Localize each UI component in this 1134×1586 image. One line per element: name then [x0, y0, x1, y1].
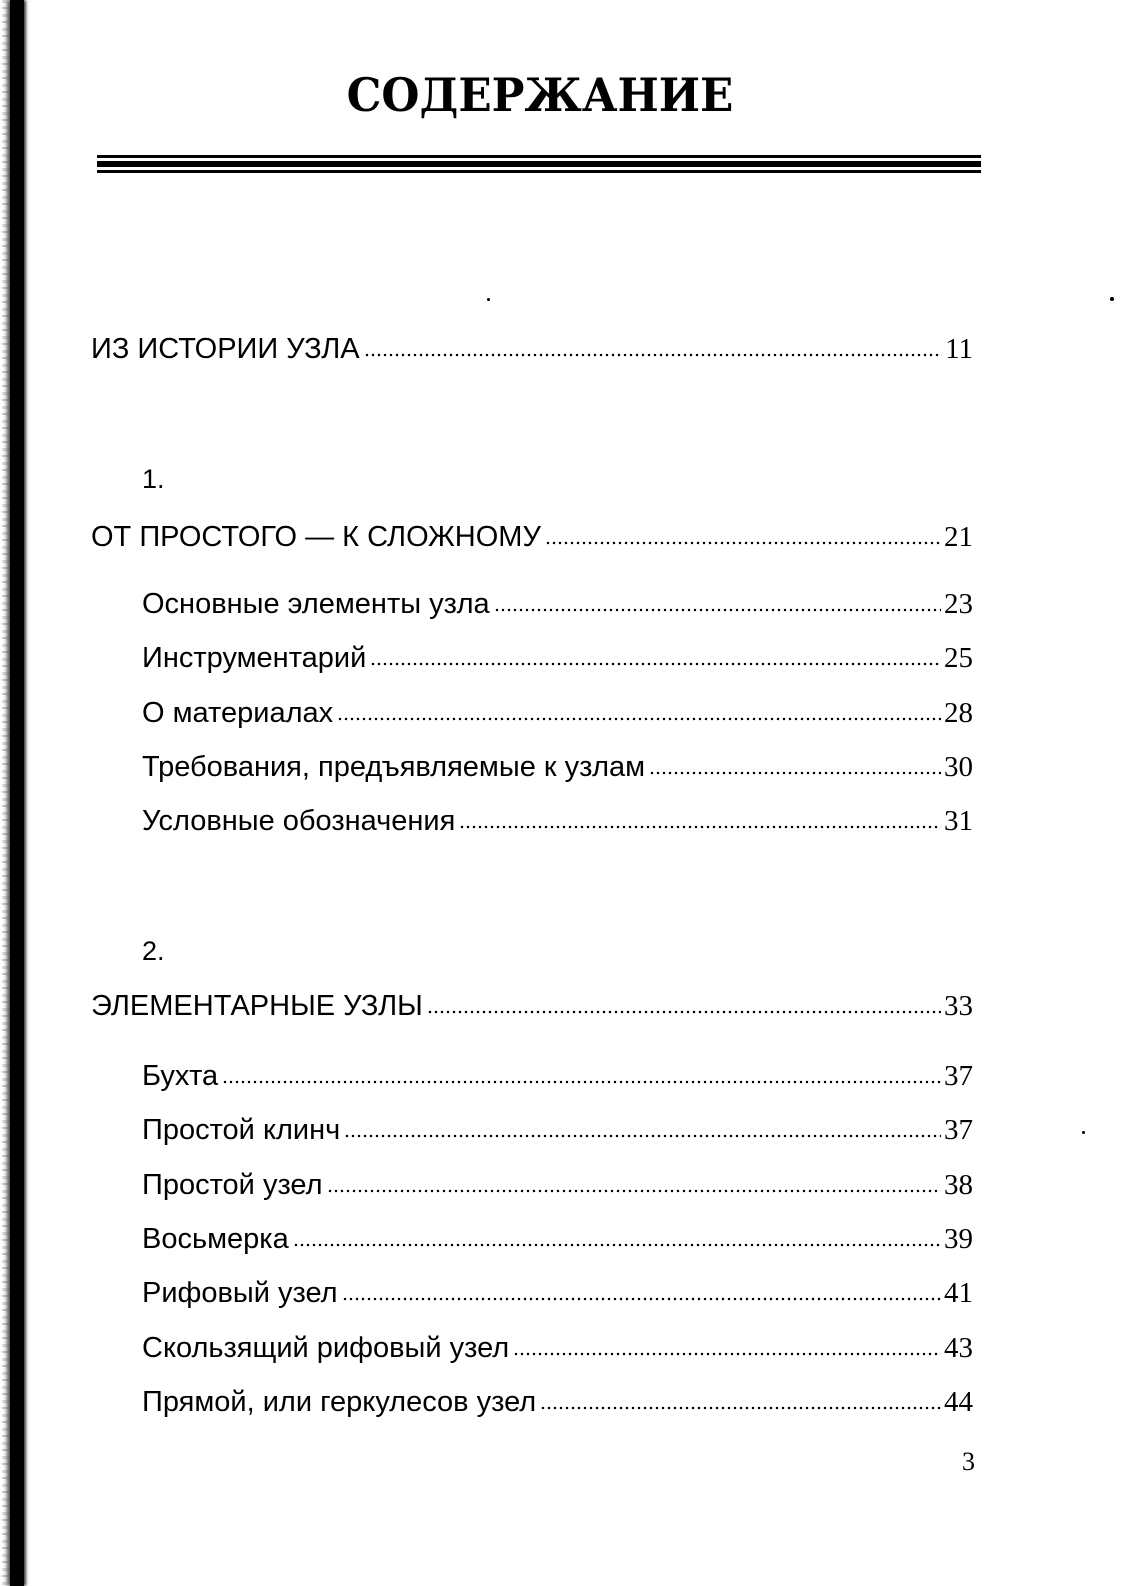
- toc-entry-label: Простой узел: [142, 1169, 323, 1201]
- toc-entry-label: Инструментарий: [142, 642, 367, 674]
- dot-leader: [337, 714, 941, 722]
- page-number: 3: [962, 1447, 975, 1476]
- dot-leader: [370, 659, 941, 667]
- toc-entry-page: 28: [944, 697, 973, 729]
- dot-leader: [649, 768, 941, 776]
- toc-entry-page: 31: [944, 805, 973, 837]
- toc-entry-section: [142, 1330, 973, 1366]
- toc-entry-section: [142, 695, 973, 731]
- toc-entry-label: Рифовый узел: [142, 1277, 338, 1309]
- title-rule-middle: [97, 161, 981, 167]
- toc-entry-section: [142, 803, 973, 839]
- toc-entry-section: [142, 1275, 973, 1311]
- toc-entry-page: 37: [944, 1060, 973, 1092]
- toc-entry-label: Основные элементы узла: [142, 588, 490, 620]
- toc-entry-label: Восьмерка: [142, 1223, 289, 1255]
- toc-entry-page: 11: [945, 333, 973, 365]
- dot-leader: [545, 538, 941, 546]
- toc-entry-label: Требования, предъявляемые к узлам: [142, 751, 646, 783]
- dot-leader: [427, 1007, 941, 1015]
- binding-edge: [10, 0, 24, 1586]
- toc-entry-page: 39: [944, 1223, 973, 1255]
- dot-leader: [342, 1294, 941, 1302]
- toc-entry-page: 25: [944, 642, 973, 674]
- toc-entry-label: ЭЛЕМЕНТАРНЫЕ УЗЛЫ: [91, 990, 423, 1022]
- toc-entry-intro: [91, 331, 973, 367]
- dot-leader: [293, 1240, 941, 1248]
- toc-entry-label: ИЗ ИСТОРИИ УЗЛА: [91, 333, 360, 365]
- toc-entry-label: Скользящий рифовый узел: [142, 1332, 510, 1364]
- title-rule-bottom: [97, 170, 981, 173]
- toc-entry-section: [142, 640, 973, 676]
- toc-entry-section: [142, 1167, 973, 1203]
- toc-entry-page: 41: [944, 1277, 973, 1309]
- toc-entry-label: Прямой, или геркулесов узел: [142, 1386, 537, 1418]
- toc-entry-section: [142, 586, 973, 622]
- dot-leader: [222, 1077, 941, 1085]
- toc-entry-label: Условные обозначения: [142, 805, 456, 837]
- toc-entry-label: О материалах: [142, 697, 334, 729]
- toc-entry-label: Простой клинч: [142, 1114, 341, 1146]
- toc-entry-section: [142, 1112, 973, 1148]
- dot-leader: [494, 605, 941, 613]
- dot-leader: [364, 350, 942, 358]
- toc-entry-page: 33: [944, 990, 973, 1022]
- scan-speck: [1082, 1131, 1085, 1134]
- dot-leader: [540, 1403, 941, 1411]
- chapter-number: 1.: [142, 464, 165, 494]
- toc-entry-chapter: [91, 519, 973, 555]
- toc-entry-page: 21: [944, 521, 973, 553]
- toc-entry-section: [142, 1384, 973, 1420]
- toc-entry-label: ОТ ПРОСТОГО — К СЛОЖНОМУ: [91, 521, 541, 553]
- toc-entry-page: 23: [944, 588, 973, 620]
- dot-leader: [459, 822, 941, 830]
- toc-entry-page: 44: [944, 1386, 973, 1418]
- dot-leader: [327, 1186, 942, 1194]
- title-rule-top: [97, 155, 981, 158]
- toc-entry-label: Бухта: [142, 1060, 219, 1092]
- chapter-number: 2.: [142, 936, 165, 966]
- toc-entry-section: [142, 1221, 973, 1257]
- scan-speck: [1110, 297, 1114, 301]
- toc-entry-page: 38: [944, 1169, 973, 1201]
- dot-leader: [344, 1131, 941, 1139]
- toc-entry-page: 30: [944, 751, 973, 783]
- toc-entry-chapter: [91, 988, 973, 1024]
- scan-speck: [487, 298, 490, 301]
- toc-entry-page: 37: [944, 1114, 973, 1146]
- toc-entry-section: [142, 1058, 973, 1094]
- page-title: СОДЕРЖАНИЕ: [346, 68, 734, 122]
- toc-entry-section: [142, 749, 973, 785]
- dot-leader: [513, 1349, 941, 1357]
- toc-entry-page: 43: [944, 1332, 973, 1364]
